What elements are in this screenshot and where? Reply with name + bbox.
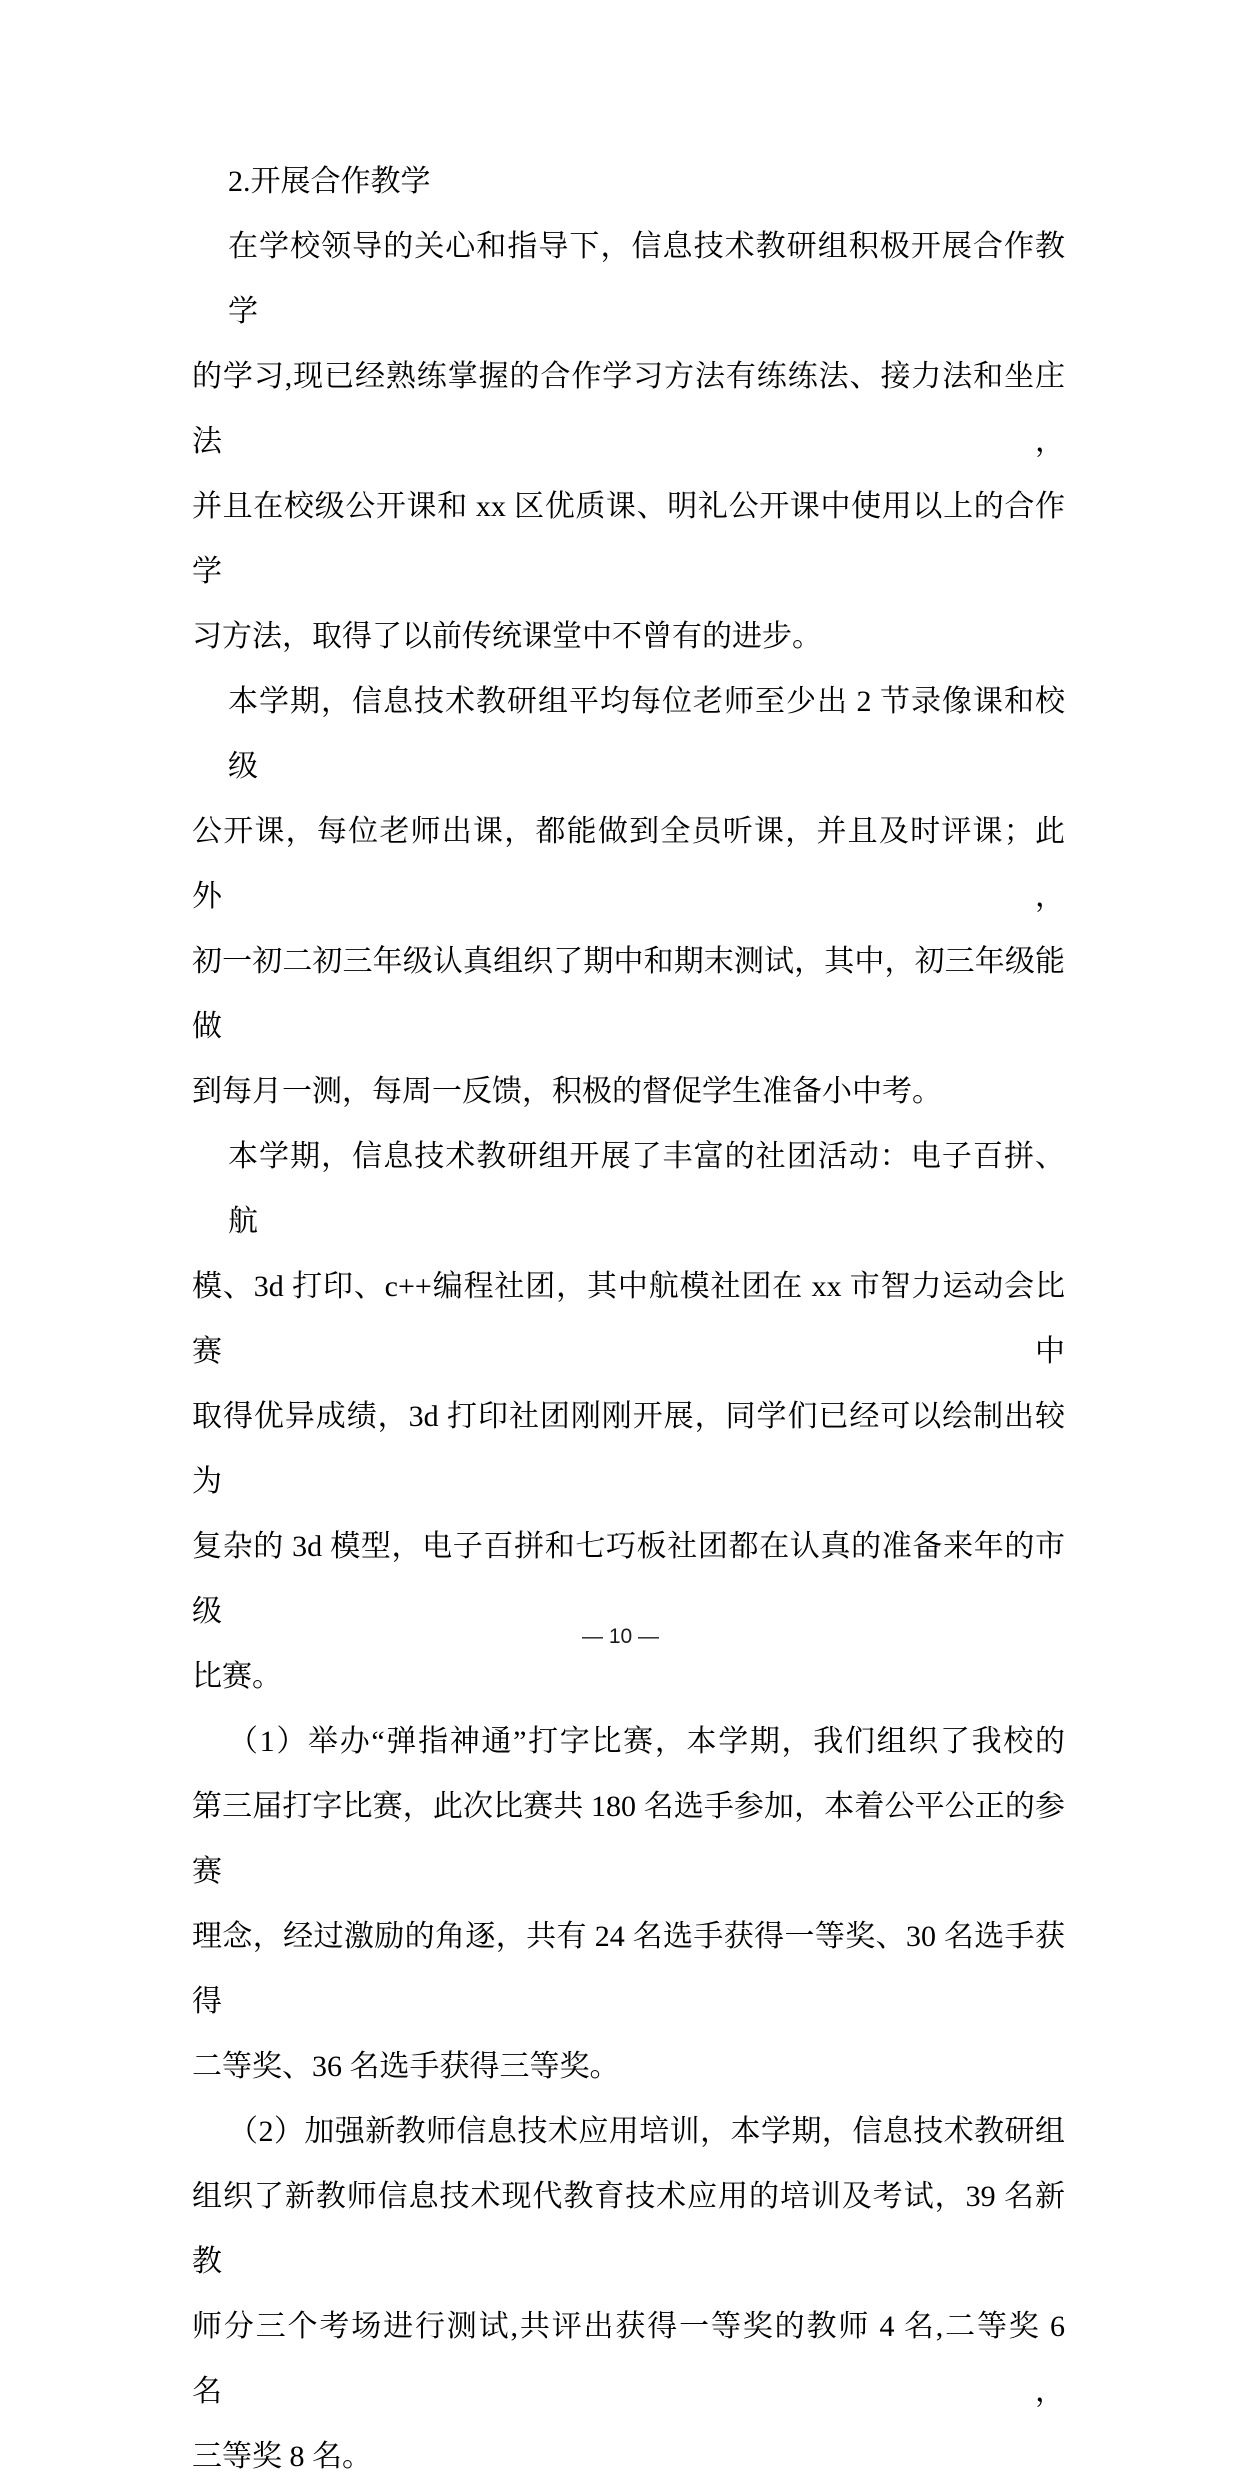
text-line: 第三届打字比赛，此次比赛共 180 名选手参加，本着公平公正的参赛: [192, 1790, 1065, 1888]
document-body: [192, 149, 1065, 2489]
text-line: 习方法，取得了以前传统课堂中不曾有的进步。: [192, 620, 822, 653]
page-number: — 10 —: [581, 1625, 660, 1648]
text-line: 模、3d 打印、c++编程社团，其中航模社团在 xx 市智力运动会比赛中: [192, 1270, 1065, 1368]
text-line: 在学校领导的关心和指导下，信息技术教研组积极开展合作教学: [228, 230, 1065, 328]
text-line: （1）举办“弹指神通”打字比赛，本学期，我们组织了我校的: [228, 1725, 1065, 1758]
text-line: 并且在校级公开课和 xx 区优质课、明礼公开课中使用以上的合作学: [192, 490, 1065, 588]
text-line: 理念，经过激励的角逐，共有 24 名选手获得一等奖、30 名选手获得: [192, 1920, 1065, 2018]
text-line: 二等奖、36 名选手获得三等奖。: [192, 2050, 620, 2083]
text-line: 师分三个考场进行测试,共评出获得一等奖的教师 4 名,二等奖 6 名，: [192, 2310, 1065, 2408]
text-line: 组织了新教师信息技术现代教育技术应用的培训及考试，39 名新教: [192, 2180, 1065, 2278]
text-line: 本学期，信息技术教研组平均每位老师至少出 2 节录像课和校级: [228, 685, 1065, 783]
text-line: 到每月一测，每周一反馈，积极的督促学生准备小中考。: [192, 1075, 942, 1108]
text-line: 取得优异成绩，3d 打印社团刚刚开展，同学们已经可以绘制出较为: [192, 1400, 1065, 1498]
text-line: 初一初二初三年级认真组织了期中和期末测试，其中，初三年级能做: [192, 945, 1065, 1043]
text-line: 的学习,现已经熟练掌握的合作学习方法有练练法、接力法和坐庄法，: [192, 360, 1065, 458]
text-line: （2）加强新教师信息技术应用培训，本学期，信息技术教研组: [228, 2115, 1065, 2148]
text-line: 公开课，每位老师出课，都能做到全员听课，并且及时评课；此外，: [192, 815, 1065, 913]
text-line: 复杂的 3d 模型，电子百拼和七巧板社团都在认真的准备来年的市级: [192, 1530, 1065, 1628]
text-line: 本学期，信息技术教研组开展了丰富的社团活动：电子百拼、航: [228, 1140, 1065, 1238]
text-line: 比赛。: [192, 1660, 282, 1693]
text-line: 三等奖 8 名。: [192, 2440, 372, 2473]
text-line: 2.开展合作教学: [228, 165, 431, 198]
